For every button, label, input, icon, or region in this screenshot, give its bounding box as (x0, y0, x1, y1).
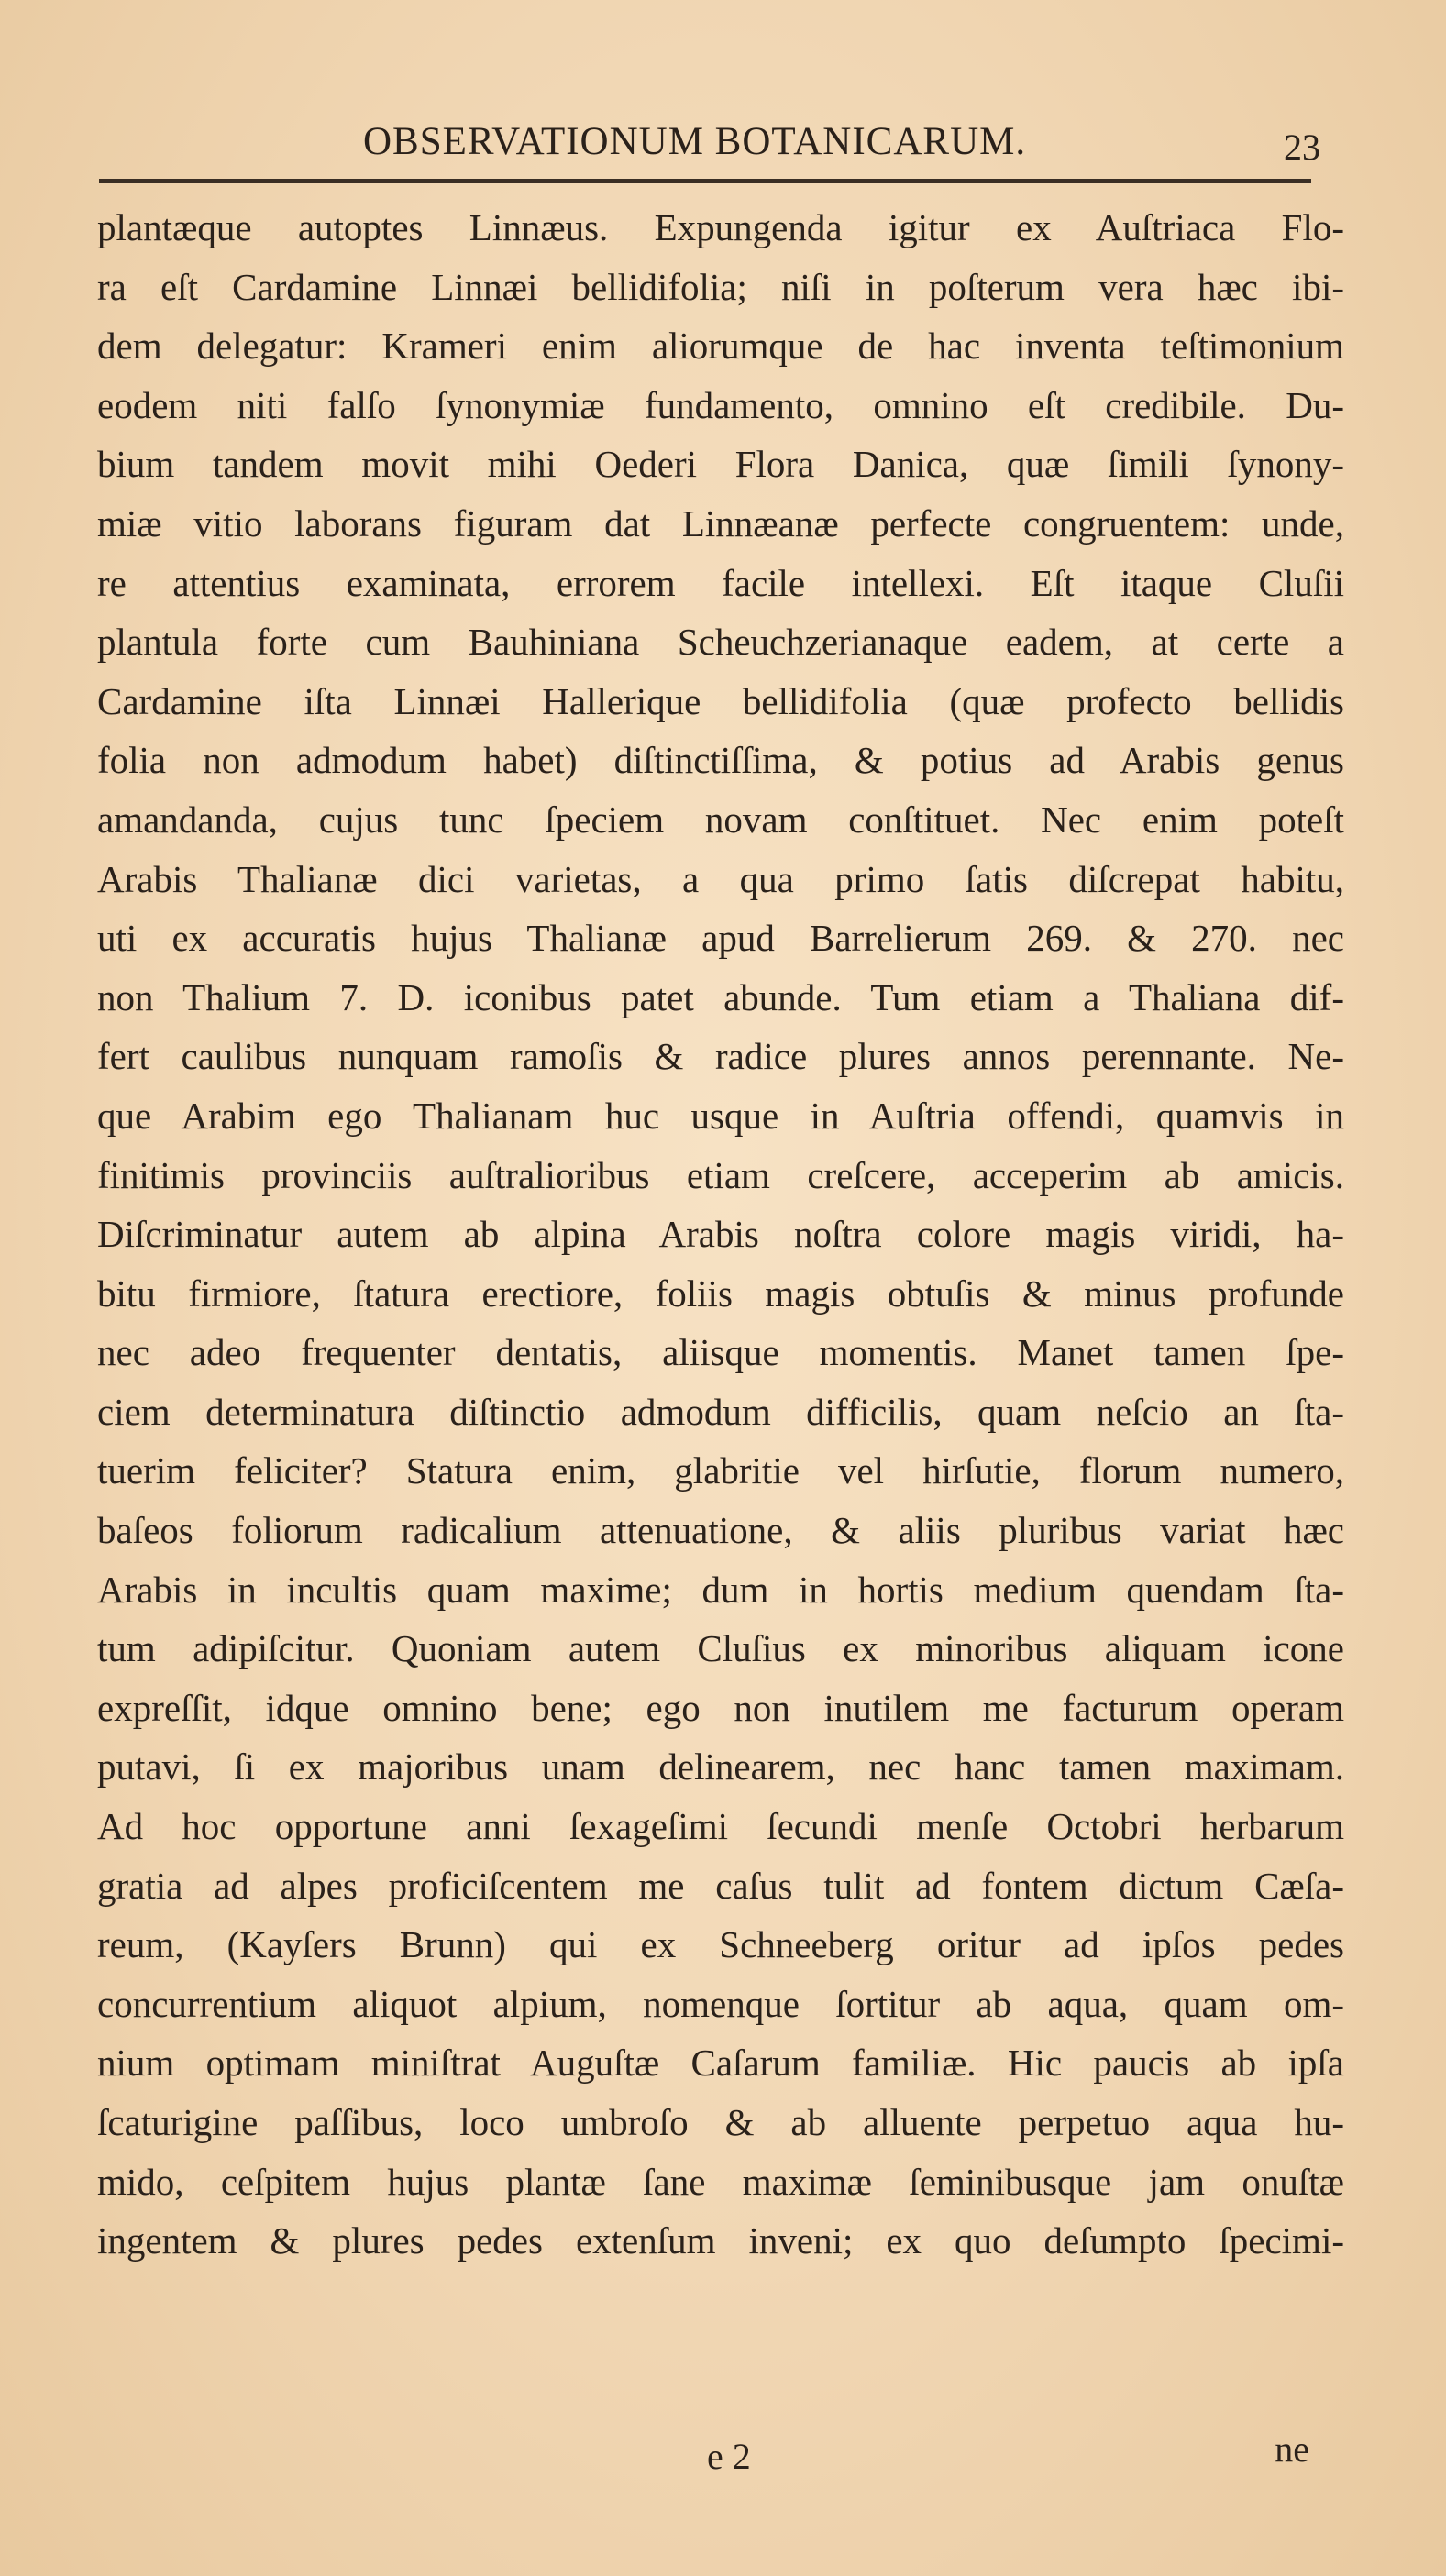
text-line: expreſſit, idque omnino bene; ego non inutilem me facturum operam (97, 1686, 1344, 1729)
text-line: folia non admodum habet) diſtinctiſſima, & potius ad Arabis genus (97, 739, 1344, 782)
text-line: putavi, ſi ex majoribus unam delinearem, nec hanc tamen maximam. (97, 1745, 1344, 1789)
text-line: reum, (Kayſers Brunn) qui ex Schneeberg oritur ad ipſos pedes (97, 1923, 1344, 1966)
catchword: ne (1275, 2428, 1309, 2470)
text-line: bitu firmiore, ſtatura erectiore, foliis magis obtuſis & minus profunde (97, 1271, 1344, 1315)
text-line: nium optimam miniſtrat Auguſtæ Caſarum familiæ. Hic paucis ab ipſa (97, 2042, 1344, 2085)
text-line: baſeos foliorum radicalium attenuatione, & aliis pluribus variat hæc (97, 1509, 1344, 1552)
text-line: Ad hoc opportune anni ſexageſimi ſecundi menſe Octobri herbarum (97, 1805, 1344, 1848)
text-line: nec adeo frequenter dentatis, aliisque momentis. Manet tamen ſpe- (97, 1331, 1344, 1374)
text-line: uti ex accuratis hujus Thalianæ apud Barrelierum 269. & 270. nec (97, 917, 1344, 960)
text-line: eodem niti falſo ſynonymiæ fundamento, omnino eſt credibile. Du- (97, 383, 1344, 426)
text-line: fert caulibus nunquam ramoſis & radice plures annos perennante. Ne- (97, 1035, 1344, 1078)
page-header (101, 115, 1320, 170)
text-line: plantula forte cum Bauhiniana Scheuchzerianaque eadem, at certe a (97, 621, 1344, 664)
text-line: que Arabim ego Thalianam huc usque in Auſtria offendi, quamvis in (97, 1094, 1344, 1137)
text-line: concurrentium aliquot alpium, nomenque ſortitur ab aqua, quam om- (97, 1982, 1344, 2025)
running-title: OBSERVATIONUM BOTANICARUM. (363, 120, 1027, 163)
text-line: tuerim feliciter? Statura enim, glabritie vel hirſutie, florum numero, (97, 1449, 1344, 1492)
text-line: Cardamine iſta Linnæi Hallerique bellidifolia (quæ profecto bellidis (97, 679, 1344, 722)
text-line: ingentem & plures pedes extenſum inveni; ex quo deſumpto ſpecimi- (97, 2219, 1344, 2262)
text-line: amandanda, cujus tunc ſpeciem novam conſtituet. Nec enim poteſt (97, 798, 1344, 841)
text-line: dem delegatur: Krameri enim aliorumque de hac inventa teſtimonium (97, 325, 1344, 368)
page-footer (97, 2429, 1309, 2484)
text-line: finitimis provinciis auſtralioribus etiam creſcere, acceperim ab amicis. (97, 1153, 1344, 1196)
text-line: Diſcriminatur autem ab alpina Arabis noſtra colore magis viridi, ha- (97, 1213, 1344, 1256)
text-line: ra eſt Cardamine Linnæi bellidifolia; niſi in poſterum vera hæc ibi- (97, 265, 1344, 308)
text-line: Arabis in incultis quam maxime; dum in hortis medium quendam ſta- (97, 1568, 1344, 1611)
text-line: Arabis Thalianæ dici varietas, a qua primo ſatis diſcrepat habitu, (97, 857, 1344, 900)
text-line: mido, ceſpitem hujus plantæ ſane maximæ ſeminibusque jam onuſtæ (97, 2160, 1344, 2203)
text-line: non Thalium 7. D. iconibus patet abunde. Tum etiam a Thaliana dif- (97, 975, 1344, 1018)
text-line: plantæque autoptes Linnæus. Expungenda igitur ex Auſtriaca Flo- (97, 206, 1344, 248)
signature-mark: e 2 (707, 2436, 751, 2477)
text-line: ſcaturigine paſſibus, loco umbroſo & ab alluente perpetuo aqua hu- (97, 2101, 1344, 2143)
text-line: re attentius examinata, errorem facile intellexi. Eſt itaque Cluſii (97, 561, 1344, 604)
text-line: bium tandem movit mihi Oederi Flora Danica, quæ ſimili ſynony- (97, 443, 1344, 486)
header-rule (99, 179, 1311, 183)
text-line: gratia ad alpes proficiſcentem me caſus tulit ad fontem dictum Cæſa- (97, 1864, 1344, 1907)
text-line: tum adipiſcitur. Quoniam autem Cluſius ex minoribus aliquam icone (97, 1627, 1344, 1670)
text-line: miæ vitio laborans figuram dat Linnæanæ perfecte congruentem: unde, (97, 501, 1344, 545)
body-text (97, 198, 1344, 2271)
text-line: ciem determinatura diſtinctio admodum difficilis, quam neſcio an ſta- (97, 1390, 1344, 1433)
page-number: 23 (1284, 127, 1320, 168)
